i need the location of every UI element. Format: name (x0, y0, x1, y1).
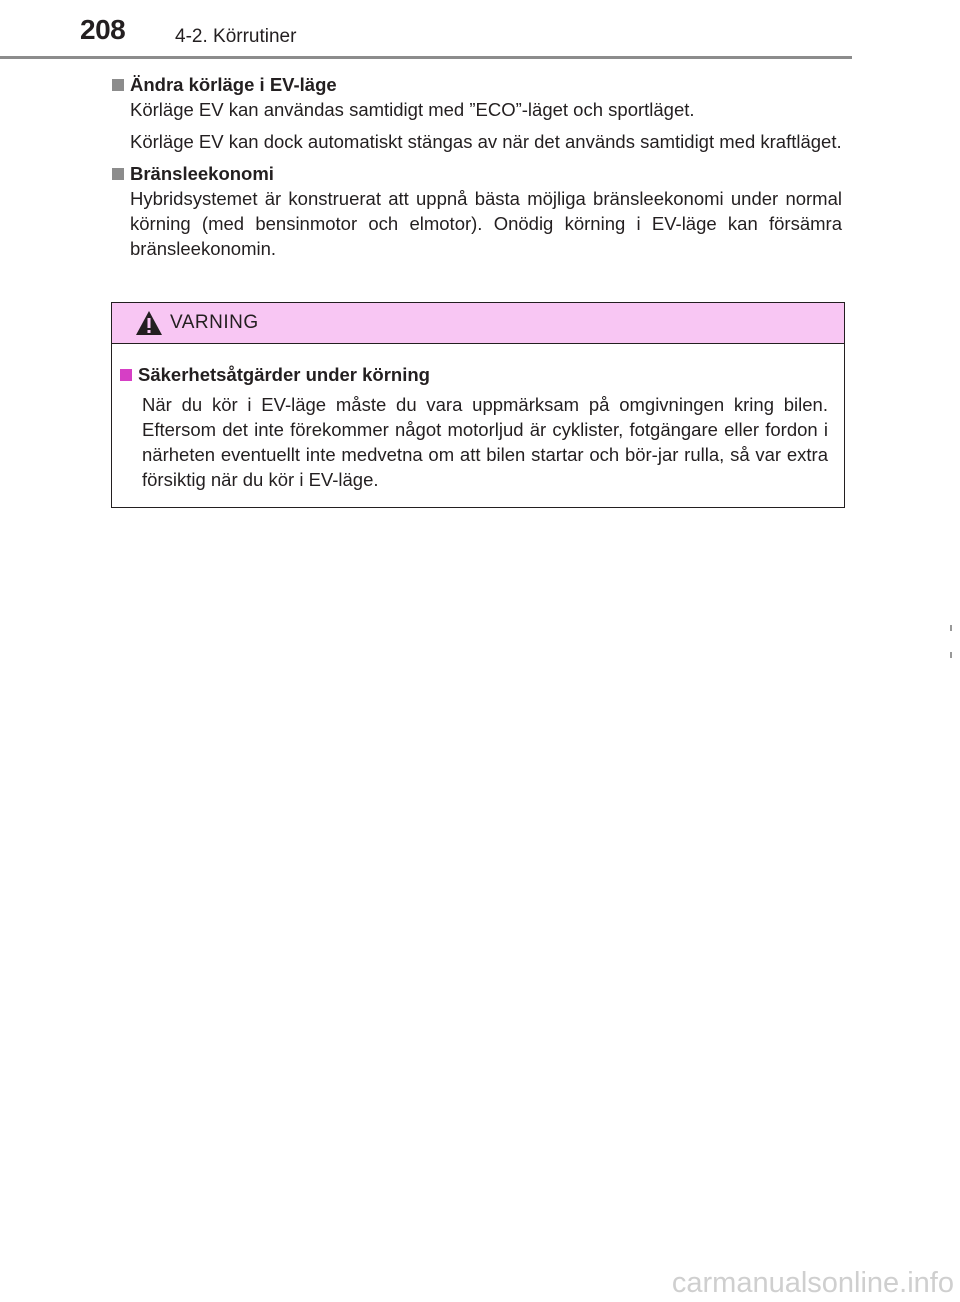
paragraph: Körläge EV kan dock automatiskt stängas av när det används samtidigt med kraftläget. (130, 131, 842, 152)
warning-label: VARNING (170, 312, 259, 333)
header-divider (0, 56, 852, 59)
warning-heading (120, 362, 828, 387)
section-heading (112, 161, 842, 186)
section-fuel-economy (112, 161, 842, 261)
chapter-title: 4-2. Körrutiner (175, 26, 297, 47)
section-heading-text: Ändra körläge i EV-läge (130, 74, 337, 95)
warning-heading-text: Säkerhetsåtgärder under körning (138, 364, 430, 385)
paragraph: Körläge EV kan användas samtidigt med ”ECO”-läget och sportläget. (130, 99, 695, 120)
square-bullet-icon (112, 79, 124, 91)
edge-mark (950, 652, 952, 658)
warning-box (111, 302, 845, 508)
edge-mark (950, 625, 952, 631)
warning-text: När du kör i EV-läge måste du vara uppmärksam på omgivningen kring bilen. Eftersom det inte förekommer något motorljud är cyklister, fotgängare eller fordon i närheten eventuellt inte medvetna om att bilen startar och bör-jar rulla, så var extra försiktig när du kör i EV-läge. (142, 394, 828, 490)
section-heading (112, 72, 842, 97)
warning-triangle-icon (135, 310, 163, 336)
watermark: carmanualsonline.info (671, 1267, 954, 1299)
warning-header (112, 303, 844, 344)
warning-body (112, 344, 844, 492)
main-content (112, 72, 842, 268)
section-change-drive-mode (112, 72, 842, 154)
page-number: 208 (80, 14, 126, 45)
square-bullet-icon (120, 369, 132, 381)
section-heading-text: Bränsleekonomi (130, 163, 274, 184)
square-bullet-icon (112, 168, 124, 180)
paragraph: Hybridsystemet är konstruerat att uppnå bästa möjliga bränsleekonomi under normal körning (med bensinmotor och elmotor). Onödig körning i EV-läge kan försämra bränsleekonomin. (130, 188, 842, 259)
page-header (0, 0, 960, 60)
